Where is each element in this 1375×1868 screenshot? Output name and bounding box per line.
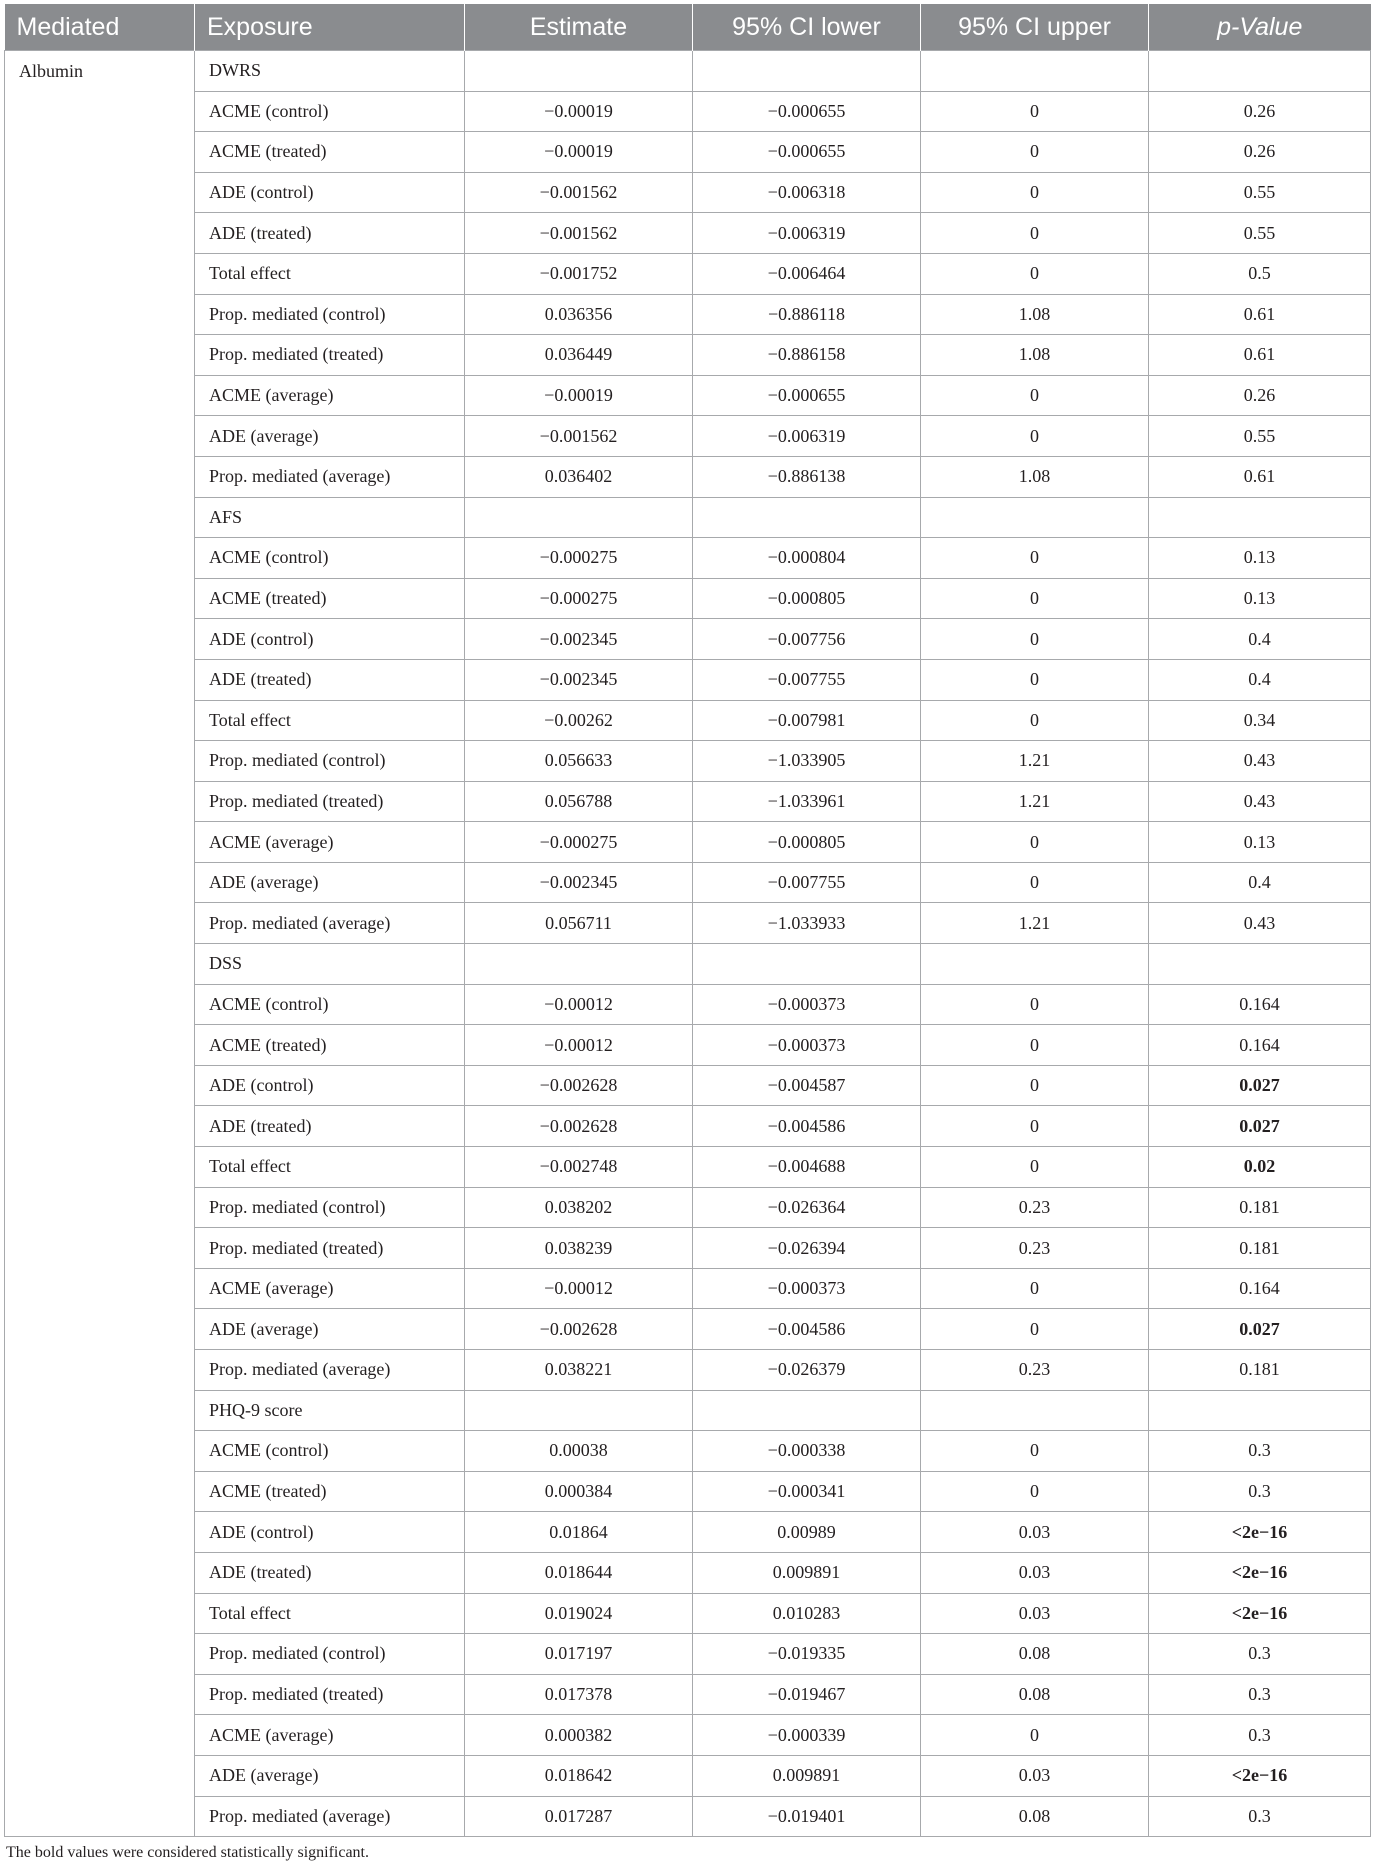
effect-label: Prop. mediated (average) — [195, 1796, 465, 1837]
effect-label: ACME (treated) — [195, 1025, 465, 1066]
exposure-name: DSS — [195, 944, 465, 985]
table-row — [5, 984, 1371, 1025]
p-value: 0.26 — [1149, 132, 1371, 173]
ci-upper-value: 1.21 — [921, 741, 1149, 782]
ci-lower-value: −0.886118 — [693, 294, 921, 335]
ci-upper-value: 0 — [921, 619, 1149, 660]
ci-lower-value: −0.000338 — [693, 1431, 921, 1472]
ci-lower-value: −0.007755 — [693, 862, 921, 903]
header-mediated: Mediated — [5, 4, 195, 51]
ci-upper-value: 0.03 — [921, 1512, 1149, 1553]
ci-lower-value: −1.033961 — [693, 781, 921, 822]
p-value: 0.181 — [1149, 1187, 1371, 1228]
p-value: 0.55 — [1149, 172, 1371, 213]
ci-upper-value: 1.21 — [921, 781, 1149, 822]
estimate-value: 0.038239 — [465, 1228, 693, 1269]
p-value: 0.3 — [1149, 1634, 1371, 1675]
p-value: 0.181 — [1149, 1228, 1371, 1269]
p-value: 0.4 — [1149, 659, 1371, 700]
effect-label: Prop. mediated (treated) — [195, 1674, 465, 1715]
p-value: 0.55 — [1149, 213, 1371, 254]
empty-cell — [693, 944, 921, 985]
effect-label: ADE (treated) — [195, 1552, 465, 1593]
ci-lower-value: −0.026364 — [693, 1187, 921, 1228]
ci-upper-value: 0.03 — [921, 1755, 1149, 1796]
table-row — [5, 213, 1371, 254]
p-value: 0.3 — [1149, 1431, 1371, 1472]
ci-lower-value: −0.000655 — [693, 91, 921, 132]
table-row — [5, 253, 1371, 294]
ci-lower-value: −0.000655 — [693, 375, 921, 416]
effect-label: Total effect — [195, 1593, 465, 1634]
estimate-value: 0.036449 — [465, 335, 693, 376]
estimate-value: 0.056788 — [465, 781, 693, 822]
p-value: 0.164 — [1149, 984, 1371, 1025]
table-row — [5, 1512, 1371, 1553]
ci-upper-value: 0 — [921, 1715, 1149, 1756]
estimate-value: −0.000275 — [465, 578, 693, 619]
table-row — [5, 172, 1371, 213]
ci-upper-value: 0 — [921, 822, 1149, 863]
ci-upper-value: 0 — [921, 375, 1149, 416]
estimate-value: −0.00012 — [465, 984, 693, 1025]
empty-cell — [1149, 497, 1371, 538]
table-row — [5, 1552, 1371, 1593]
empty-cell — [693, 51, 921, 92]
ci-upper-value: 0 — [921, 1309, 1149, 1350]
effect-label: ADE (control) — [195, 1512, 465, 1553]
exposure-name: AFS — [195, 497, 465, 538]
table-row — [5, 294, 1371, 335]
ci-lower-value: −0.019467 — [693, 1674, 921, 1715]
empty-cell — [465, 497, 693, 538]
p-value: 0.55 — [1149, 416, 1371, 457]
effect-label: ADE (control) — [195, 172, 465, 213]
estimate-value: −0.00012 — [465, 1268, 693, 1309]
ci-upper-value: 0 — [921, 578, 1149, 619]
table-row — [5, 1755, 1371, 1796]
header-exposure: Exposure — [195, 4, 465, 51]
estimate-value: −0.000275 — [465, 822, 693, 863]
table-body — [5, 51, 1371, 1837]
ci-lower-value: −0.007755 — [693, 659, 921, 700]
empty-cell — [693, 1390, 921, 1431]
estimate-value: −0.002628 — [465, 1106, 693, 1147]
ci-upper-value: 0 — [921, 659, 1149, 700]
effect-label: Total effect — [195, 253, 465, 294]
estimate-value: −0.001562 — [465, 416, 693, 457]
table-row — [5, 1228, 1371, 1269]
table-row — [5, 619, 1371, 660]
table-row — [5, 1268, 1371, 1309]
effect-label: ACME (control) — [195, 1431, 465, 1472]
p-value: <2e−16 — [1149, 1593, 1371, 1634]
ci-lower-value: −0.006319 — [693, 416, 921, 457]
ci-lower-value: −0.000341 — [693, 1471, 921, 1512]
table-row — [5, 1634, 1371, 1675]
header-p-value-text: p-Value — [1217, 12, 1303, 41]
table-row — [5, 822, 1371, 863]
p-value: 0.61 — [1149, 456, 1371, 497]
p-value: 0.4 — [1149, 619, 1371, 660]
table-row — [5, 538, 1371, 579]
empty-cell — [465, 1390, 693, 1431]
effect-label: ACME (control) — [195, 984, 465, 1025]
p-value: 0.3 — [1149, 1796, 1371, 1837]
estimate-value: −0.002628 — [465, 1309, 693, 1350]
effect-label: Total effect — [195, 1147, 465, 1188]
effect-label: Prop. mediated (control) — [195, 1187, 465, 1228]
effect-label: ACME (control) — [195, 91, 465, 132]
estimate-value: 0.017378 — [465, 1674, 693, 1715]
ci-upper-value: 1.08 — [921, 294, 1149, 335]
effect-label: ACME (treated) — [195, 578, 465, 619]
table-row — [5, 1471, 1371, 1512]
table-row — [5, 659, 1371, 700]
table-row — [5, 1796, 1371, 1837]
table-row — [5, 1715, 1371, 1756]
ci-upper-value: 0 — [921, 213, 1149, 254]
ci-upper-value: 0 — [921, 1268, 1149, 1309]
p-value: 0.43 — [1149, 903, 1371, 944]
effect-label: ADE (treated) — [195, 659, 465, 700]
ci-upper-value: 0.08 — [921, 1674, 1149, 1715]
ci-lower-value: −0.000805 — [693, 578, 921, 619]
p-value: <2e−16 — [1149, 1552, 1371, 1593]
ci-upper-value: 1.08 — [921, 335, 1149, 376]
ci-lower-value: −0.000373 — [693, 1025, 921, 1066]
estimate-value: −0.00262 — [465, 700, 693, 741]
estimate-value: 0.018644 — [465, 1552, 693, 1593]
effect-label: ACME (control) — [195, 538, 465, 579]
effect-label: Total effect — [195, 700, 465, 741]
empty-cell — [921, 944, 1149, 985]
estimate-value: 0.056633 — [465, 741, 693, 782]
empty-cell — [465, 51, 693, 92]
table-row — [5, 1674, 1371, 1715]
ci-lower-value: 0.00989 — [693, 1512, 921, 1553]
effect-label: ADE (average) — [195, 416, 465, 457]
p-value: 0.181 — [1149, 1350, 1371, 1391]
ci-lower-value: −0.000373 — [693, 984, 921, 1025]
ci-lower-value: −1.033933 — [693, 903, 921, 944]
table-row — [5, 1025, 1371, 1066]
exposure-name: DWRS — [195, 51, 465, 92]
ci-upper-value: 0 — [921, 1106, 1149, 1147]
effect-label: ACME (average) — [195, 1268, 465, 1309]
p-value: 0.34 — [1149, 700, 1371, 741]
ci-lower-value: −0.006319 — [693, 213, 921, 254]
p-value: <2e−16 — [1149, 1512, 1371, 1553]
effect-label: Prop. mediated (treated) — [195, 781, 465, 822]
estimate-value: −0.000275 — [465, 538, 693, 579]
estimate-value: −0.00019 — [465, 132, 693, 173]
p-value: 0.61 — [1149, 294, 1371, 335]
effect-label: ADE (treated) — [195, 1106, 465, 1147]
footnote: The bold values were considered statistically significant. — [6, 1844, 369, 1861]
ci-lower-value: −0.000804 — [693, 538, 921, 579]
p-value: 0.61 — [1149, 335, 1371, 376]
effect-label: Prop. mediated (control) — [195, 1634, 465, 1675]
ci-lower-value: −0.004587 — [693, 1065, 921, 1106]
mediated-cell: Albumin — [5, 51, 195, 1837]
effect-label: ACME (average) — [195, 375, 465, 416]
p-value: 0.027 — [1149, 1309, 1371, 1350]
ci-upper-value: 0 — [921, 172, 1149, 213]
table-row — [5, 456, 1371, 497]
ci-lower-value: −0.006318 — [693, 172, 921, 213]
p-value: 0.3 — [1149, 1715, 1371, 1756]
empty-cell — [1149, 51, 1371, 92]
p-value: 0.26 — [1149, 91, 1371, 132]
effect-label: Prop. mediated (average) — [195, 903, 465, 944]
ci-lower-value: −0.004586 — [693, 1106, 921, 1147]
exposure-name: PHQ-9 score — [195, 1390, 465, 1431]
estimate-value: −0.001562 — [465, 213, 693, 254]
estimate-value: −0.001562 — [465, 172, 693, 213]
ci-upper-value: 1.21 — [921, 903, 1149, 944]
table-row — [5, 741, 1371, 782]
estimate-value: 0.018642 — [465, 1755, 693, 1796]
table-row — [5, 1187, 1371, 1228]
estimate-value: 0.00038 — [465, 1431, 693, 1472]
estimate-value: 0.038202 — [465, 1187, 693, 1228]
estimate-value: −0.002345 — [465, 659, 693, 700]
exposure-group-row — [5, 1390, 1371, 1431]
effect-label: Prop. mediated (treated) — [195, 335, 465, 376]
table-row — [5, 1593, 1371, 1634]
ci-lower-value: −0.007981 — [693, 700, 921, 741]
effect-label: ADE (average) — [195, 1755, 465, 1796]
empty-cell — [1149, 1390, 1371, 1431]
ci-lower-value: −0.886158 — [693, 335, 921, 376]
effect-label: ACME (average) — [195, 822, 465, 863]
table-row — [5, 1431, 1371, 1472]
effect-label: Prop. mediated (average) — [195, 456, 465, 497]
ci-lower-value: −0.000655 — [693, 132, 921, 173]
table-row — [5, 91, 1371, 132]
p-value: 0.13 — [1149, 538, 1371, 579]
ci-upper-value: 0 — [921, 1025, 1149, 1066]
p-value: 0.164 — [1149, 1025, 1371, 1066]
empty-cell — [921, 1390, 1149, 1431]
table-row — [5, 1147, 1371, 1188]
effect-label: ADE (control) — [195, 1065, 465, 1106]
estimate-value: −0.00019 — [465, 375, 693, 416]
estimate-value: 0.000382 — [465, 1715, 693, 1756]
effect-label: ACME (treated) — [195, 1471, 465, 1512]
table-row — [5, 1350, 1371, 1391]
ci-upper-value: 0.08 — [921, 1796, 1149, 1837]
ci-lower-value: −0.026394 — [693, 1228, 921, 1269]
table-row — [5, 1106, 1371, 1147]
ci-upper-value: 0 — [921, 253, 1149, 294]
estimate-value: 0.01864 — [465, 1512, 693, 1553]
estimate-value: 0.036402 — [465, 456, 693, 497]
ci-lower-value: −0.007756 — [693, 619, 921, 660]
ci-lower-value: −0.006464 — [693, 253, 921, 294]
table-header — [5, 4, 1371, 51]
ci-lower-value: −0.019335 — [693, 1634, 921, 1675]
p-value: 0.13 — [1149, 822, 1371, 863]
effect-label: ADE (control) — [195, 619, 465, 660]
ci-lower-value: −0.000373 — [693, 1268, 921, 1309]
estimate-value: 0.056711 — [465, 903, 693, 944]
ci-upper-value: 0.03 — [921, 1552, 1149, 1593]
effect-label: ACME (treated) — [195, 132, 465, 173]
table-row — [5, 862, 1371, 903]
estimate-value: 0.038221 — [465, 1350, 693, 1391]
estimate-value: −0.002345 — [465, 862, 693, 903]
header-ci-lower: 95% CI lower — [693, 4, 921, 51]
ci-lower-value: −0.026379 — [693, 1350, 921, 1391]
table-row — [5, 1065, 1371, 1106]
p-value: 0.3 — [1149, 1674, 1371, 1715]
empty-cell — [693, 497, 921, 538]
exposure-group-row — [5, 944, 1371, 985]
estimate-value: 0.017197 — [465, 1634, 693, 1675]
table-row — [5, 781, 1371, 822]
ci-upper-value: 0.23 — [921, 1350, 1149, 1391]
p-value: 0.43 — [1149, 741, 1371, 782]
estimate-value: 0.017287 — [465, 1796, 693, 1837]
table-row — [5, 1309, 1371, 1350]
table-row — [5, 903, 1371, 944]
ci-upper-value: 0 — [921, 132, 1149, 173]
ci-upper-value: 0 — [921, 1431, 1149, 1472]
effect-label: Prop. mediated (treated) — [195, 1228, 465, 1269]
ci-lower-value: −0.004586 — [693, 1309, 921, 1350]
ci-upper-value: 0.03 — [921, 1593, 1149, 1634]
table-row — [5, 578, 1371, 619]
header-row — [5, 4, 1371, 51]
empty-cell — [465, 944, 693, 985]
ci-lower-value: 0.009891 — [693, 1552, 921, 1593]
ci-lower-value: −0.000805 — [693, 822, 921, 863]
mediation-results-table — [4, 4, 1371, 1837]
ci-upper-value: 0 — [921, 91, 1149, 132]
effect-label: Prop. mediated (control) — [195, 294, 465, 335]
ci-lower-value: −0.000339 — [693, 1715, 921, 1756]
table-row — [5, 375, 1371, 416]
p-value: 0.4 — [1149, 862, 1371, 903]
ci-lower-value: 0.010283 — [693, 1593, 921, 1634]
effect-label: ADE (average) — [195, 862, 465, 903]
ci-upper-value: 0 — [921, 1147, 1149, 1188]
header-p-value — [1149, 4, 1371, 51]
header-ci-upper: 95% CI upper — [921, 4, 1149, 51]
estimate-value: −0.002748 — [465, 1147, 693, 1188]
ci-lower-value: −0.004688 — [693, 1147, 921, 1188]
ci-upper-value: 0 — [921, 416, 1149, 457]
ci-upper-value: 1.08 — [921, 456, 1149, 497]
ci-upper-value: 0 — [921, 1065, 1149, 1106]
header-estimate: Estimate — [465, 4, 693, 51]
empty-cell — [921, 51, 1149, 92]
exposure-group-row — [5, 51, 1371, 92]
empty-cell — [921, 497, 1149, 538]
p-value: 0.26 — [1149, 375, 1371, 416]
ci-upper-value: 0 — [921, 984, 1149, 1025]
effect-label: Prop. mediated (average) — [195, 1350, 465, 1391]
ci-upper-value: 0 — [921, 862, 1149, 903]
results-table-container — [4, 4, 1370, 1837]
p-value: 0.5 — [1149, 253, 1371, 294]
effect-label: ADE (average) — [195, 1309, 465, 1350]
table-row — [5, 132, 1371, 173]
ci-lower-value: −0.886138 — [693, 456, 921, 497]
ci-upper-value: 0.23 — [921, 1228, 1149, 1269]
effect-label: Prop. mediated (control) — [195, 741, 465, 782]
effect-label: ADE (treated) — [195, 213, 465, 254]
estimate-value: −0.001752 — [465, 253, 693, 294]
p-value: <2e−16 — [1149, 1755, 1371, 1796]
p-value: 0.3 — [1149, 1471, 1371, 1512]
p-value: 0.13 — [1149, 578, 1371, 619]
empty-cell — [1149, 944, 1371, 985]
ci-lower-value: −0.019401 — [693, 1796, 921, 1837]
effect-label: ACME (average) — [195, 1715, 465, 1756]
p-value: 0.164 — [1149, 1268, 1371, 1309]
table-row — [5, 335, 1371, 376]
estimate-value: −0.00019 — [465, 91, 693, 132]
ci-upper-value: 0 — [921, 538, 1149, 579]
ci-upper-value: 0.23 — [921, 1187, 1149, 1228]
ci-upper-value: 0 — [921, 700, 1149, 741]
estimate-value: 0.019024 — [465, 1593, 693, 1634]
ci-lower-value: 0.009891 — [693, 1755, 921, 1796]
table-row — [5, 416, 1371, 457]
table-row — [5, 700, 1371, 741]
ci-lower-value: −1.033905 — [693, 741, 921, 782]
estimate-value: 0.036356 — [465, 294, 693, 335]
p-value: 0.027 — [1149, 1065, 1371, 1106]
estimate-value: −0.002628 — [465, 1065, 693, 1106]
estimate-value: −0.002345 — [465, 619, 693, 660]
p-value: 0.43 — [1149, 781, 1371, 822]
p-value: 0.027 — [1149, 1106, 1371, 1147]
estimate-value: −0.00012 — [465, 1025, 693, 1066]
ci-upper-value: 0 — [921, 1471, 1149, 1512]
estimate-value: 0.000384 — [465, 1471, 693, 1512]
exposure-group-row — [5, 497, 1371, 538]
ci-upper-value: 0.08 — [921, 1634, 1149, 1675]
p-value: 0.02 — [1149, 1147, 1371, 1188]
